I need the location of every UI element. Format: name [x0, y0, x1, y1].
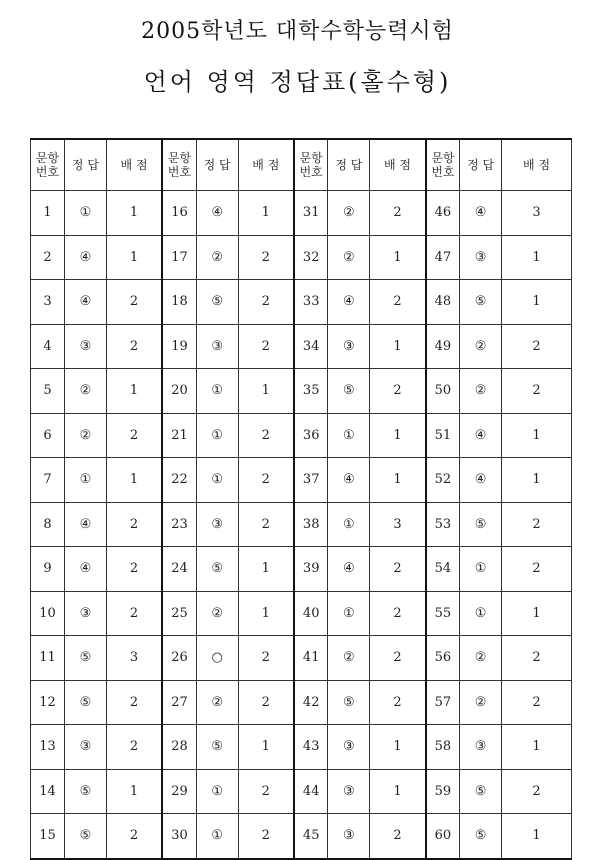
answer-mark: ④	[328, 547, 370, 592]
answer-mark: ③	[328, 725, 370, 770]
question-number: 51	[426, 413, 460, 458]
answer-mark: ①	[328, 502, 370, 547]
answer-mark: ③	[64, 591, 106, 636]
points-value: 1	[238, 369, 294, 414]
table-row	[31, 636, 572, 681]
points-value: 2	[106, 280, 162, 325]
answer-mark: ①	[328, 413, 370, 458]
answer-mark: ②	[64, 369, 106, 414]
points-value: 2	[238, 814, 294, 859]
question-number: 2	[31, 235, 65, 280]
question-number: 58	[426, 725, 460, 770]
answer-mark: ③	[64, 725, 106, 770]
answer-mark: ⑤	[460, 502, 502, 547]
table-row	[31, 814, 572, 859]
question-number: 27	[162, 680, 196, 725]
points-value: 1	[106, 369, 162, 414]
question-number: 45	[294, 814, 328, 859]
answer-mark: ③	[328, 324, 370, 369]
answer-mark: ⑤	[328, 680, 370, 725]
points-value: 1	[238, 191, 294, 236]
points-value: 2	[238, 769, 294, 814]
question-number: 14	[31, 769, 65, 814]
question-number: 31	[294, 191, 328, 236]
header-points: 배 점	[502, 139, 572, 191]
question-number: 52	[426, 458, 460, 503]
answer-mark: ⑤	[64, 680, 106, 725]
points-value: 2	[238, 458, 294, 503]
table-row	[31, 235, 572, 280]
points-value: 1	[502, 413, 572, 458]
points-value: 1	[238, 547, 294, 592]
question-number: 59	[426, 769, 460, 814]
points-value: 2	[370, 280, 426, 325]
answer-mark: ⑤	[460, 769, 502, 814]
question-number: 42	[294, 680, 328, 725]
question-number: 20	[162, 369, 196, 414]
points-value: 2	[238, 502, 294, 547]
answer-mark: ②	[196, 680, 238, 725]
answer-mark: ⑤	[196, 280, 238, 325]
question-number: 56	[426, 636, 460, 681]
points-value: 2	[238, 413, 294, 458]
answer-mark: ①	[196, 814, 238, 859]
points-value: 2	[502, 324, 572, 369]
points-value: 2	[238, 235, 294, 280]
answer-mark: ①	[196, 413, 238, 458]
answer-mark: ⑤	[196, 725, 238, 770]
header-points: 배 점	[370, 139, 426, 191]
points-value: 3	[370, 502, 426, 547]
points-value: 2	[502, 502, 572, 547]
question-number: 41	[294, 636, 328, 681]
question-number: 29	[162, 769, 196, 814]
answer-table-body	[31, 191, 572, 859]
question-number: 57	[426, 680, 460, 725]
points-value: 2	[106, 680, 162, 725]
answer-mark: ②	[64, 413, 106, 458]
answer-mark: ③	[328, 769, 370, 814]
answer-mark: ④	[460, 458, 502, 503]
answer-mark: ①	[64, 191, 106, 236]
table-row	[31, 769, 572, 814]
question-number: 21	[162, 413, 196, 458]
question-number: 22	[162, 458, 196, 503]
answer-mark: ①	[196, 369, 238, 414]
header-answer: 정 답	[64, 139, 106, 191]
points-value: 1	[370, 235, 426, 280]
question-number: 49	[426, 324, 460, 369]
table-row	[31, 413, 572, 458]
points-value: 2	[106, 814, 162, 859]
points-value: 1	[502, 725, 572, 770]
question-number: 28	[162, 725, 196, 770]
points-value: 1	[502, 814, 572, 859]
answer-mark: ①	[196, 458, 238, 503]
points-value: 3	[502, 191, 572, 236]
answer-mark: ②	[460, 680, 502, 725]
points-value: 2	[238, 324, 294, 369]
question-number: 48	[426, 280, 460, 325]
answer-mark: ③	[460, 725, 502, 770]
answer-mark: ⑤	[64, 814, 106, 859]
answer-mark: ③	[328, 814, 370, 859]
answer-mark: ④	[64, 235, 106, 280]
answer-mark: ⑤	[328, 369, 370, 414]
answer-mark: ④	[196, 191, 238, 236]
question-number: 36	[294, 413, 328, 458]
question-number: 47	[426, 235, 460, 280]
question-number: 33	[294, 280, 328, 325]
points-value: 1	[370, 725, 426, 770]
points-value: 2	[370, 680, 426, 725]
header-question-no: 문항 번호	[31, 139, 65, 191]
answer-mark: ②	[328, 191, 370, 236]
answer-mark: ③	[64, 324, 106, 369]
answer-mark: ④	[64, 547, 106, 592]
points-value: 2	[502, 769, 572, 814]
points-value: 2	[502, 636, 572, 681]
question-number: 13	[31, 725, 65, 770]
table-row	[31, 680, 572, 725]
question-number: 30	[162, 814, 196, 859]
question-number: 40	[294, 591, 328, 636]
points-value: 1	[502, 591, 572, 636]
question-number: 44	[294, 769, 328, 814]
table-row	[31, 591, 572, 636]
question-number: 26	[162, 636, 196, 681]
points-value: 1	[370, 458, 426, 503]
question-number: 55	[426, 591, 460, 636]
answer-mark: ⑤	[460, 814, 502, 859]
answer-mark: ③	[196, 324, 238, 369]
answer-mark: ②	[460, 636, 502, 681]
answer-mark: ②	[328, 235, 370, 280]
points-value: 2	[106, 324, 162, 369]
question-number: 15	[31, 814, 65, 859]
points-value: 2	[370, 636, 426, 681]
points-value: 1	[502, 458, 572, 503]
page-title: 2005학년도 대학수학능력시험	[141, 19, 454, 44]
table-row	[31, 547, 572, 592]
question-number: 35	[294, 369, 328, 414]
points-value: 1	[106, 235, 162, 280]
points-value: 1	[106, 458, 162, 503]
question-number: 34	[294, 324, 328, 369]
points-value: 2	[370, 369, 426, 414]
points-value: 2	[106, 413, 162, 458]
header-question-no: 문항 번호	[426, 139, 460, 191]
question-number: 53	[426, 502, 460, 547]
points-value: 2	[370, 191, 426, 236]
answer-mark: ④	[64, 502, 106, 547]
answer-mark: ①	[196, 769, 238, 814]
question-number: 43	[294, 725, 328, 770]
table-row	[31, 369, 572, 414]
header-answer: 정 답	[196, 139, 238, 191]
table-row	[31, 458, 572, 503]
points-value: 1	[370, 324, 426, 369]
answer-mark: ③	[196, 502, 238, 547]
points-value: 2	[238, 280, 294, 325]
answer-mark: ④	[328, 458, 370, 503]
answer-mark: ④	[64, 280, 106, 325]
table-row	[31, 280, 572, 325]
answer-table-header	[31, 139, 572, 191]
header-question-no: 문항 번호	[294, 139, 328, 191]
points-value: 2	[502, 680, 572, 725]
question-number: 5	[31, 369, 65, 414]
points-value: 1	[238, 591, 294, 636]
question-number: 50	[426, 369, 460, 414]
answer-mark: ⑤	[460, 280, 502, 325]
answer-mark: ②	[196, 591, 238, 636]
answer-mark: ⑤	[196, 547, 238, 592]
header-points: 배 점	[106, 139, 162, 191]
question-number: 3	[31, 280, 65, 325]
question-number: 10	[31, 591, 65, 636]
question-number: 6	[31, 413, 65, 458]
table-row	[31, 502, 572, 547]
points-value: 1	[106, 769, 162, 814]
answer-mark: ②	[196, 235, 238, 280]
question-number: 8	[31, 502, 65, 547]
question-number: 19	[162, 324, 196, 369]
points-value: 1	[370, 769, 426, 814]
answer-table	[30, 138, 572, 860]
points-value: 2	[370, 591, 426, 636]
page-subtitle: 언어 영역 정답표(홀수형)	[143, 68, 452, 96]
question-number: 38	[294, 502, 328, 547]
question-number: 25	[162, 591, 196, 636]
table-row	[31, 324, 572, 369]
points-value: 2	[106, 502, 162, 547]
question-number: 32	[294, 235, 328, 280]
points-value: 2	[106, 547, 162, 592]
question-number: 1	[31, 191, 65, 236]
points-value: 2	[238, 636, 294, 681]
question-number: 11	[31, 636, 65, 681]
points-value: 2	[502, 369, 572, 414]
answer-mark: ○	[196, 636, 238, 681]
question-number: 17	[162, 235, 196, 280]
header-points: 배 점	[238, 139, 294, 191]
header-question-no: 문항 번호	[162, 139, 196, 191]
question-number: 37	[294, 458, 328, 503]
question-number: 46	[426, 191, 460, 236]
table-row	[31, 725, 572, 770]
answer-mark: ④	[328, 280, 370, 325]
question-number: 12	[31, 680, 65, 725]
header-answer: 정 답	[460, 139, 502, 191]
points-value: 2	[502, 547, 572, 592]
points-value: 3	[106, 636, 162, 681]
answer-mark: ②	[328, 636, 370, 681]
question-number: 60	[426, 814, 460, 859]
question-number: 7	[31, 458, 65, 503]
points-value: 1	[502, 280, 572, 325]
answer-mark: ①	[328, 591, 370, 636]
answer-mark: ②	[460, 324, 502, 369]
question-number: 18	[162, 280, 196, 325]
points-value: 1	[106, 191, 162, 236]
answer-mark: ①	[64, 458, 106, 503]
header-answer: 정 답	[328, 139, 370, 191]
question-number: 9	[31, 547, 65, 592]
answer-mark: ①	[460, 591, 502, 636]
points-value: 2	[370, 547, 426, 592]
answer-mark: ④	[460, 413, 502, 458]
points-value: 1	[370, 413, 426, 458]
table-row	[31, 191, 572, 236]
question-number: 4	[31, 324, 65, 369]
points-value: 2	[106, 591, 162, 636]
points-value: 1	[238, 725, 294, 770]
question-number: 54	[426, 547, 460, 592]
points-value: 2	[238, 680, 294, 725]
answer-mark: ⑤	[64, 636, 106, 681]
answer-mark: ④	[460, 191, 502, 236]
answer-mark: ③	[460, 235, 502, 280]
answer-mark: ②	[460, 369, 502, 414]
answer-mark: ⑤	[64, 769, 106, 814]
points-value: 2	[106, 725, 162, 770]
points-value: 1	[502, 235, 572, 280]
question-number: 24	[162, 547, 196, 592]
question-number: 16	[162, 191, 196, 236]
question-number: 23	[162, 502, 196, 547]
question-number: 39	[294, 547, 328, 592]
points-value: 2	[370, 814, 426, 859]
answer-mark: ①	[460, 547, 502, 592]
